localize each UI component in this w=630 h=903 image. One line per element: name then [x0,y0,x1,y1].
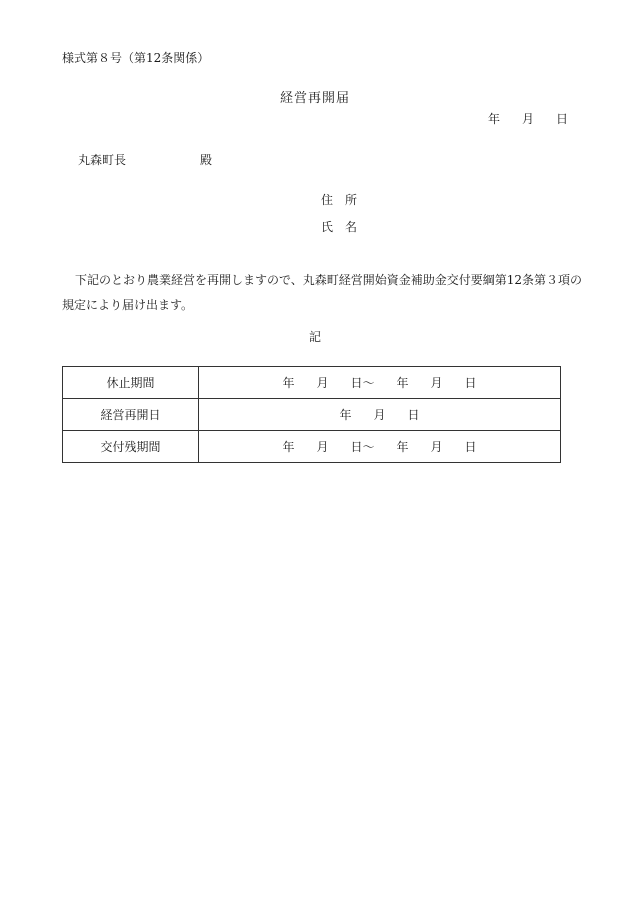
remaining-period-label: 交付残期間 [63,431,199,463]
form-number: 様式第８号（第12条関係） [62,51,210,65]
date-day: 日 [556,112,569,126]
body-text: 下記のとおり農業経営を再開しますので、丸森町経営開始資金補助金交付要綱第12条第３項の規定により届け出ます。 [62,273,583,312]
ki-heading: 記 [308,330,321,344]
date-year: 年 [488,112,501,126]
document-title: 経営再開届 [279,91,350,106]
recipient-honorific: 殿 [200,153,213,167]
suspension-period-label: 休止期間 [63,367,199,399]
date-month: 月 [522,112,535,126]
recipient-name: 丸森町長 [78,153,127,167]
resumption-date-value: 年 月 日 [199,399,561,431]
details-table [62,366,561,463]
table-row [63,399,561,431]
table-row [63,431,561,463]
resumption-date-label: 経営再開日 [63,399,199,431]
table-row [63,367,561,399]
suspension-period-value: 年 月 日～ 年 月 日 [199,367,561,399]
submission-date [488,113,568,125]
applicant-name-label: 氏 名 [321,220,358,234]
remaining-period-value: 年 月 日～ 年 月 日 [199,431,561,463]
applicant-address-label: 住 所 [321,193,358,207]
